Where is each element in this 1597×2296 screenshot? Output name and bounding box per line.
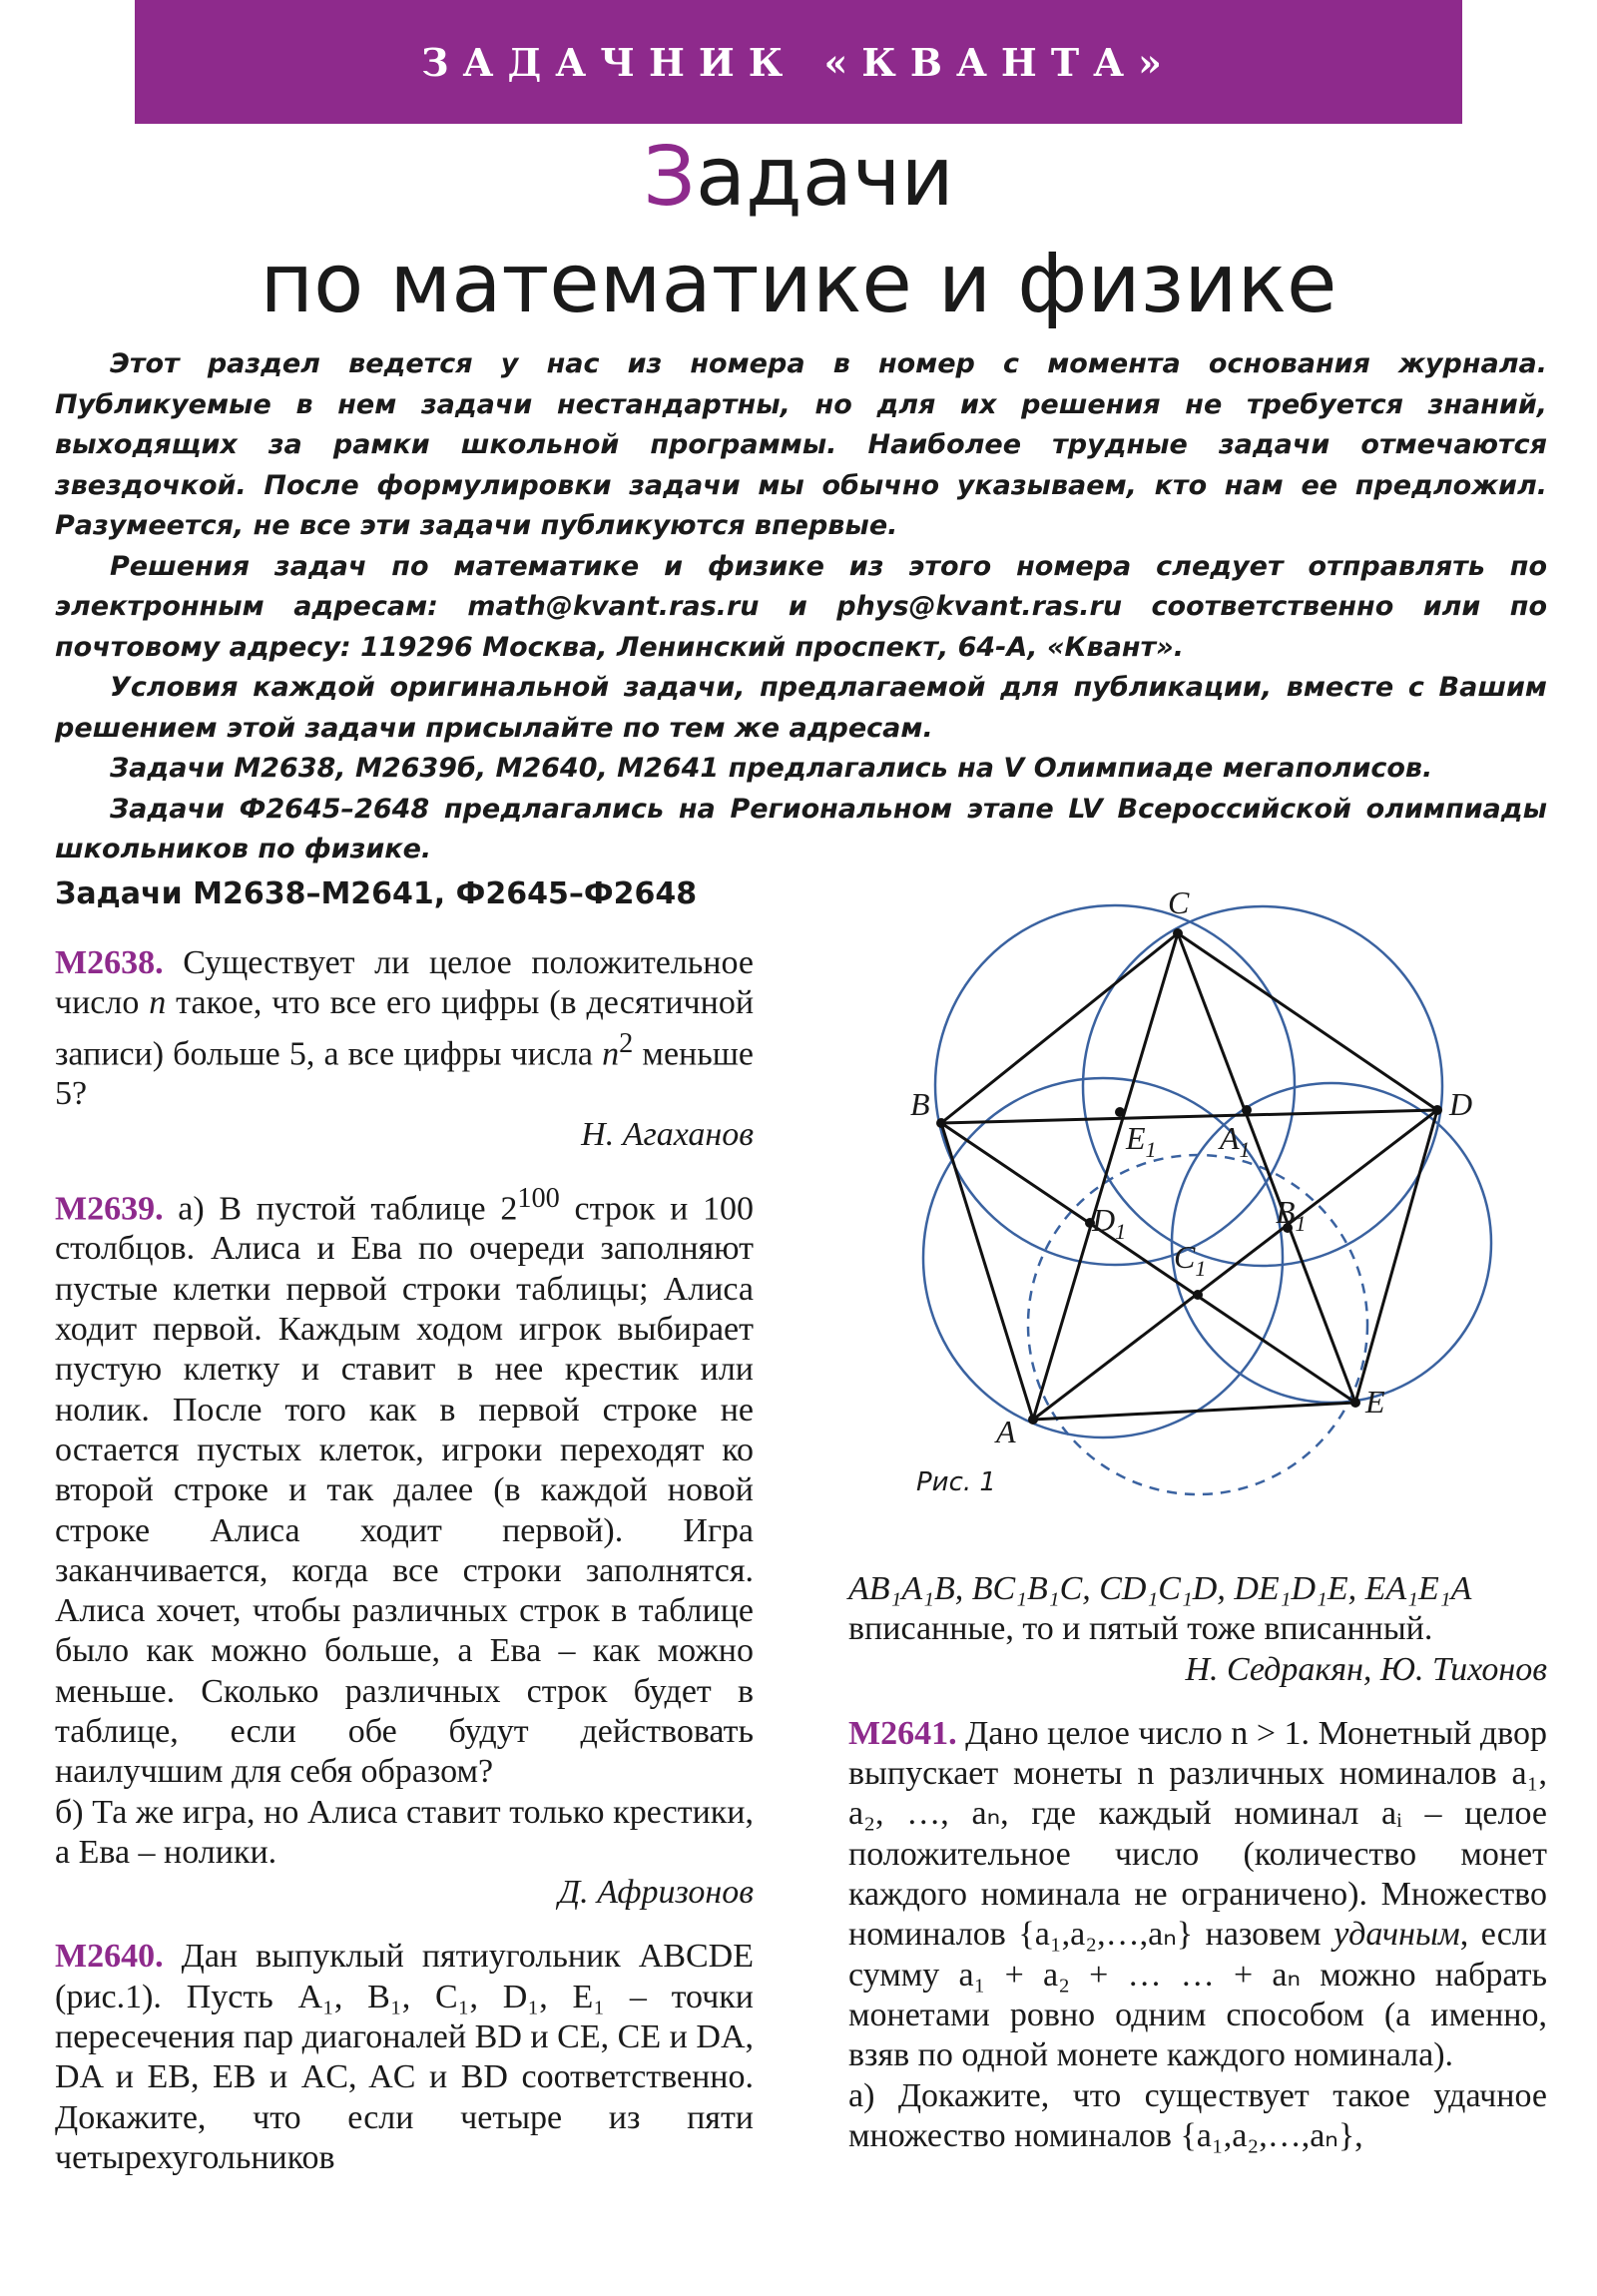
variable: n bbox=[602, 1034, 620, 1072]
superscript: 100 bbox=[517, 1182, 560, 1214]
label-subscript: 1 bbox=[1239, 1137, 1251, 1162]
point-d bbox=[1432, 1105, 1442, 1115]
label-b1: $B_1$ bbox=[1276, 1194, 1307, 1236]
problem-author: Д. Афризонов bbox=[558, 1874, 754, 1912]
label-subscript: 1 bbox=[1195, 1256, 1207, 1281]
problem-m2639 bbox=[55, 1179, 754, 1793]
circle-cd bbox=[1083, 906, 1442, 1266]
pentagon-diagonal bbox=[941, 1110, 1437, 1123]
problem-text: , если сумму a₁ + a₂ + … … + aₙ можно набрать монетами ровно одним способом (а именно, взяв по одной монете каждого номинала). bbox=[848, 1916, 1547, 2074]
problem-m2639-part-b: б) Та же игра, но Алиса ставит только крестики, а Ева – нолики. bbox=[55, 1793, 754, 1871]
problem-m2638 bbox=[55, 943, 754, 1115]
label-b: B bbox=[910, 1086, 930, 1122]
problem-number: М2640. bbox=[55, 1938, 164, 1976]
point-b bbox=[936, 1118, 946, 1128]
point-a1 bbox=[1242, 1105, 1252, 1115]
problem-m2641-part-a: а) Докажите, что существует такое удачное множество номиналов {a₁,a₂,…,aₙ}, bbox=[848, 2076, 1547, 2154]
problem-number: М2638. bbox=[55, 944, 164, 981]
problem-number: М2639. bbox=[55, 1190, 164, 1228]
intro-section bbox=[55, 344, 1547, 870]
problem-m2640 bbox=[55, 1937, 754, 2178]
superscript: 2 bbox=[619, 1027, 634, 1059]
variable: n bbox=[149, 984, 167, 1022]
label-subscript: 1 bbox=[1145, 1137, 1157, 1162]
banner-text: ЗАДАЧНИК «КВАНТА» bbox=[421, 39, 1176, 85]
problem-text: меньше 5? bbox=[55, 1034, 755, 1113]
pentagon-side bbox=[1355, 1110, 1437, 1403]
point-a bbox=[1028, 1415, 1038, 1425]
page-title-line2: по математике и физике bbox=[260, 237, 1337, 331]
problem-author: Н. Агаханов bbox=[581, 1115, 754, 1153]
pentagon-side bbox=[941, 1123, 1033, 1420]
title-line1-rest: адачи bbox=[695, 130, 954, 225]
figure-caption: Рис. 1 bbox=[916, 1467, 996, 1497]
intro-paragraph: Задачи М2638, М2639б, М2640, М2641 предлагались на V Олимпиаде мегаполисов. bbox=[110, 753, 1433, 784]
problem-text: а) В пустой таблице 2 bbox=[178, 1190, 518, 1228]
page-title-line1 bbox=[0, 128, 1597, 228]
problem-text: Существует ли целое положительное число bbox=[55, 944, 755, 1022]
label-a: A bbox=[996, 1414, 1016, 1449]
label-subscript: 1 bbox=[1115, 1219, 1127, 1244]
problem-text: строк и 100 столбцов. Алиса и Ева по очереди заполняют пустые клетки первой строки таблицы; Алиса ходит первой. Каждым ходом игрок выбирает пустую клетку и ставит в нее крестик или нолик. После того как в первой строке не остается пустых клеток, игроки переходят ко второй строке и так далее (в каждой новой строке Алиса ходит первой). Игра заканчивается, когда все строки заполнятся. Алиса хочет, чтобы различных строк в таблице было как можно больше, а Ева – как можно меньше. Сколько различных строк будет в таблице, если обе будут действовать наилучшим для себя образом? bbox=[55, 1190, 755, 1791]
problems-list-heading: Задачи М2638–М2641, Ф2645–Ф2648 bbox=[55, 876, 698, 911]
point-e bbox=[1350, 1398, 1360, 1408]
intro-paragraph: Этот раздел ведется у нас из номера в номер с момента основания журнала. Публикуемые в нем задачи нестандартны, но для их решения не требуется знаний, выходящих за рамки школьной программы. Наиболее трудные задачи отмечаются звездочкой. После формулировки задачи мы обычно указываем, кто нам ее предложил. Разумеется, не все эти задачи публикуются впервые. bbox=[55, 348, 1547, 541]
label-c1: $C_1$ bbox=[1174, 1239, 1207, 1281]
problem-number: М2641. bbox=[848, 1714, 957, 1752]
intro-paragraph: Задачи Ф2645–2648 предлагались на Региональном этапе LV Всероссийской олимпиады школьников по физике. bbox=[55, 793, 1547, 864]
label-e1: $E_1$ bbox=[1126, 1120, 1157, 1162]
pentagon-diagonal bbox=[1033, 933, 1178, 1420]
right-column bbox=[848, 1569, 1547, 2156]
label-subscript: 1 bbox=[1295, 1211, 1307, 1236]
intro-paragraph: Решения задач по математике и физике из этого номера следует отправлять по электронным адресам: math@kvant.ras.ru и phys@kvant.ras.ru соответственно или по почтовому адресу: 119296 Москва, Ленинский проспект, 64-А, «Квант». bbox=[55, 550, 1547, 663]
point-e1 bbox=[1115, 1107, 1125, 1117]
emphasis: удачным bbox=[1333, 1916, 1460, 1954]
pentagon-side bbox=[1033, 1403, 1355, 1420]
label-d: D bbox=[1449, 1086, 1473, 1122]
intro-paragraph: Условия каждой оригинальной задачи, предлагаемой для публикации, вместе с Вашим решением этой задачи присылайте по тем же адресам. bbox=[55, 672, 1547, 744]
problem-author: Н. Седракян, Ю. Тихонов bbox=[1185, 1650, 1547, 1688]
pentagon-side bbox=[1178, 933, 1437, 1110]
problem-text: такое, что все его цифры (в десятичной записи) больше 5, а все цифры числа bbox=[55, 984, 755, 1072]
left-column bbox=[55, 943, 754, 2178]
section-banner bbox=[135, 0, 1462, 124]
problem-text: Дано целое число n > 1. Монетный двор выпускает монеты n различных номиналов a₁, a₂, …, aₙ, где каждый номинал aᵢ – целое положительное число (количество монет каждого номинала не ограничено). Множество номиналов {a₁,a₂,…,aₙ} назовем bbox=[848, 1714, 1547, 1954]
point-c bbox=[1173, 928, 1183, 938]
quadrilaterals-list: AB₁A₁B, BC₁B₁C, CD₁C₁D, DE₁D₁E, EA₁E₁A bbox=[848, 1570, 1472, 1607]
label-d1: $D_1$ bbox=[1092, 1202, 1127, 1244]
title-first-letter: З bbox=[643, 130, 696, 225]
figure-pentagon bbox=[878, 883, 1537, 1522]
circle-ea-dashed bbox=[1028, 1155, 1367, 1494]
problem-m2641 bbox=[848, 1714, 1547, 2076]
pentagon-side bbox=[941, 933, 1178, 1123]
figure-svg bbox=[878, 883, 1537, 1522]
point-c1 bbox=[1193, 1290, 1203, 1300]
problem-text: Дан выпуклый пятиугольник ABCDE (рис.1). Пусть A₁, B₁, C₁, D₁, E₁ – точки пересечения пар диагоналей BD и CE, CE и DA, DA и EB, EB и AC, AC и BD соответственно. Докажите, что если четыре из пяти четырехугольников bbox=[55, 1938, 755, 2176]
label-e: E bbox=[1365, 1384, 1385, 1420]
label-c: C bbox=[1168, 884, 1190, 920]
problem-text: вписанные, то и пятый тоже вписанный. bbox=[848, 1610, 1433, 1648]
label-a1: $A_1$ bbox=[1220, 1120, 1251, 1162]
